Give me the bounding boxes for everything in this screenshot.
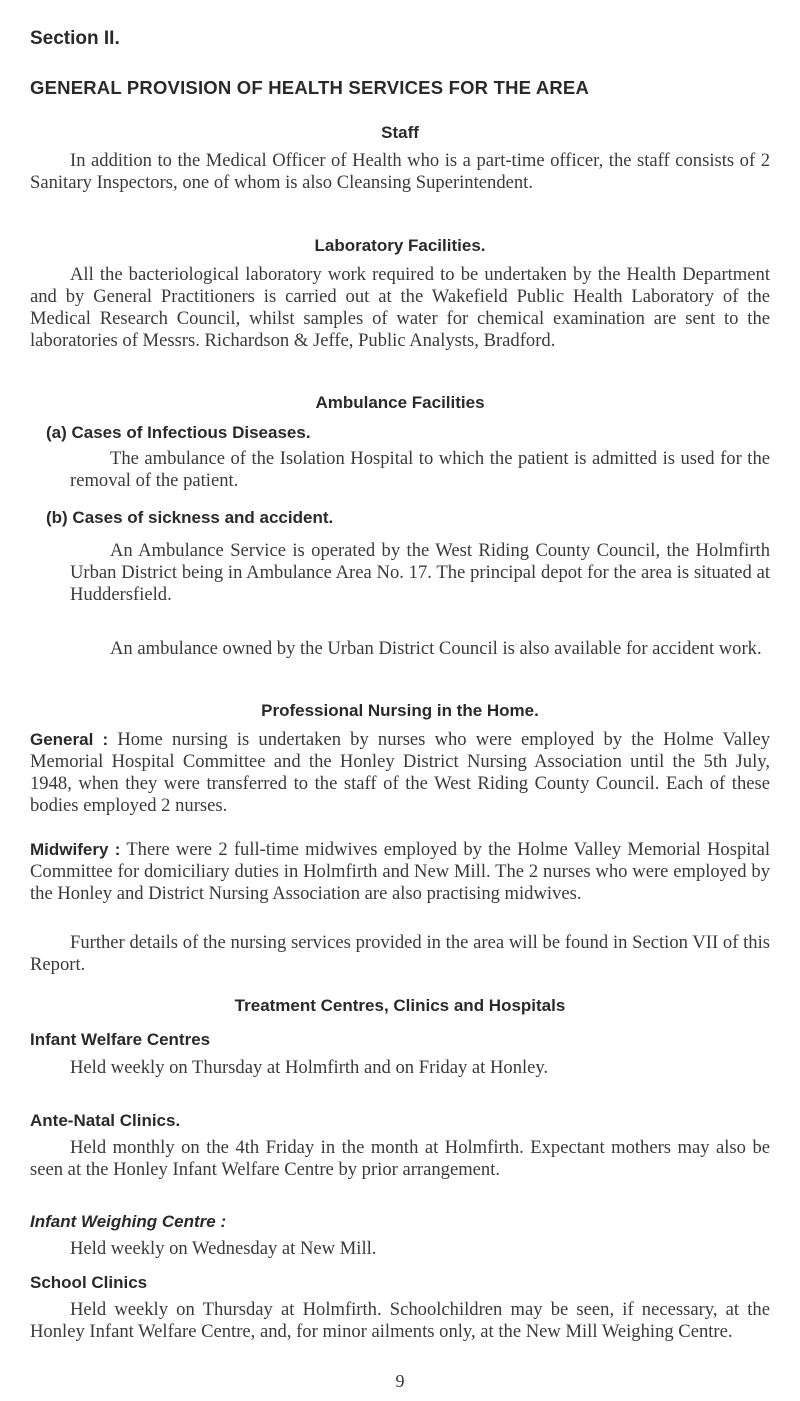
weighing-paragraph: Held weekly on Wednesday at New Mill. [70, 1238, 377, 1259]
section-title: GENERAL PROVISION OF HEALTH SERVICES FOR THE AREA [30, 77, 590, 98]
ambulance-heading: Ambulance Facilities [315, 393, 485, 412]
school-clinics-paragraph: Held weekly on Thursday at Holmfirth. Schoolchildren may be seen, if necessary, at the Honley Infant Welfare Centre, and, for minor ailments only, at the New Mill Weighing Centre. [30, 1299, 770, 1342]
ambulance-b-heading: (b) Cases of sickness and accident. [46, 508, 334, 527]
infant-welfare-paragraph: Held weekly on Thursday at Holmfirth and on Friday at Honley. [70, 1057, 549, 1078]
treatment-heading: Treatment Centres, Clinics and Hospitals [234, 996, 566, 1015]
staff-paragraph: In addition to the Medical Officer of Health who is a part-time officer, the staff consists of 2 Sanitary Inspectors, one of whom is also Cleansing Superintendent. [30, 150, 770, 193]
section-label: Section II. [30, 28, 120, 49]
antenatal-heading: Ante-Natal Clinics. [30, 1111, 181, 1130]
nursing-general-label: General : [30, 730, 109, 749]
ambulance-b-paragraph-1: An Ambulance Service is operated by the West Riding County Council, the Holmfirth Urban District being in Ambulance Area No. 17. The principal depot for the area is situated at Huddersfield. [70, 540, 770, 605]
school-clinics-heading: School Clinics [30, 1273, 148, 1292]
page-number: 9 [395, 1371, 405, 1391]
laboratory-paragraph: All the bacteriological laboratory work required to be undertaken by the Health Department and by General Practitioners is carried out at the Wakefield Public Health Laboratory of the Medical Research Council, whilst samples of water for chemical examination are sent to the laboratories of Messrs. Richardson & Jeffe, Public Analysts, Bradford. [30, 264, 770, 351]
nursing-midwifery-label: Midwifery : [30, 840, 121, 859]
laboratory-heading: Laboratory Facilities. [314, 236, 486, 255]
ambulance-a-paragraph: The ambulance of the Isolation Hospital to which the patient is admitted is used for the removal of the patient. [70, 448, 770, 491]
nursing-midwifery-paragraph [30, 839, 770, 905]
nursing-midwifery-text: There were 2 full-time midwives employed by the Holme Valley Memorial Hospital Committee for domiciliary duties in Holmfirth and New Mill. The 2 nurses who were employed by the Honley and District Nursing Association are also practising midwives. [30, 839, 770, 904]
infant-welfare-heading: Infant Welfare Centres [30, 1030, 211, 1049]
ambulance-a-heading: (a) Cases of Infectious Diseases. [46, 423, 311, 442]
nursing-further-paragraph: Further details of the nursing services provided in the area will be found in Section VII of this Report. [30, 932, 770, 975]
ambulance-b-paragraph-2: An ambulance owned by the Urban District Council is also available for accident work. [110, 638, 762, 659]
antenatal-paragraph: Held monthly on the 4th Friday in the month at Holmfirth. Expectant mothers may also be seen at the Honley Infant Welfare Centre by prior arrangement. [30, 1137, 770, 1180]
nursing-heading: Professional Nursing in the Home. [261, 701, 539, 720]
staff-heading: Staff [381, 123, 419, 142]
weighing-heading: Infant Weighing Centre : [30, 1212, 227, 1231]
nursing-general-text: Home nursing is undertaken by nurses who were employed by the Holme Valley Memorial Hospital Committee and the Honley District Nursing Association until the 5th July, 1948, when they were transferred to the staff of the West Riding County Council. Each of these bodies employed 2 nurses. [30, 729, 770, 816]
nursing-general-paragraph [30, 729, 770, 817]
